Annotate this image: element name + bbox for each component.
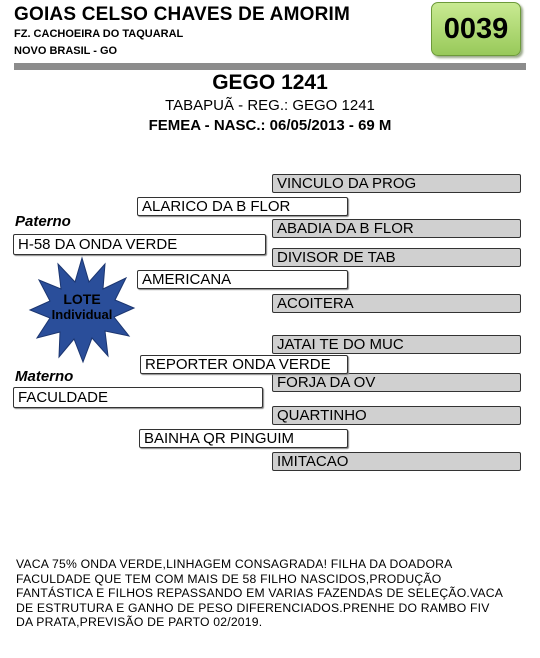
pedigree-g3-3: DIVISOR DE TAB — [272, 248, 521, 267]
pedigree-g3-8: IMITACAO — [272, 452, 521, 471]
lot-description: VACA 75% ONDA VERDE,LINHAGEM CONSAGRADA! FILHA DA DOADORA FACULDADE QUE TEM COM MAIS DE 58 FILHO NASCIDOS,PRODUÇÃO FANTÁSTICA E FILHOS REPASSANDO EM VARIAS FAZENDAS DE SELEÇÃO.VACA DE ESTRUTURA E GANHO DE PESO DIFERENCIADOS.PRENHE DO RAMBO FIV DA PRATA,PREVISÃO DE PARTO 02/2019. — [16, 557, 503, 629]
sex-birth-date: FEMEA - NASC.: 06/05/2013 - 69 M — [148, 117, 392, 134]
pedigree-g3-2: ABADIA DA B FLOR — [272, 219, 521, 238]
pedigree-g3-7: QUARTINHO — [272, 406, 521, 425]
pedigree-g3-6: FORJA DA OV — [272, 373, 521, 392]
pedigree-g3-1: VINCULO DA PROG — [272, 174, 521, 193]
pedigree-sire-sire: ALARICO DA B FLOR — [137, 197, 348, 216]
pedigree-dam-sire: REPORTER ONDA VERDE — [140, 355, 348, 374]
lot-number-badge: 0039 — [431, 2, 521, 56]
pedigree-g3-5: JATAI TE DO MUC — [272, 335, 521, 354]
city: NOVO BRASIL - GO — [14, 45, 118, 57]
pedigree-sire-dam: AMERICANA — [137, 270, 348, 289]
materno-label: Materno — [15, 368, 74, 385]
breed-registration: TABAPUÃ - REG.: GEGO 1241 — [165, 97, 375, 114]
pedigree-g3-4: ACOITERA — [272, 294, 521, 313]
lote-individual-label — [28, 291, 136, 322]
pedigree-sire: H-58 DA ONDA VERDE — [13, 234, 266, 255]
paterno-label: Paterno — [15, 213, 71, 230]
individual-label: Individual — [51, 307, 113, 322]
farm-name: FZ. CACHOEIRA DO TAQUARAL — [14, 28, 184, 40]
pedigree-dam-dam: BAINHA QR PINGUIM — [139, 429, 348, 448]
lote-label: LOTE — [63, 291, 101, 307]
animal-id: GEGO 1241 — [212, 71, 328, 94]
header-divider — [14, 63, 526, 70]
seller-name: GOIAS CELSO CHAVES DE AMORIM — [14, 4, 351, 25]
pedigree-dam: FACULDADE — [13, 387, 263, 408]
